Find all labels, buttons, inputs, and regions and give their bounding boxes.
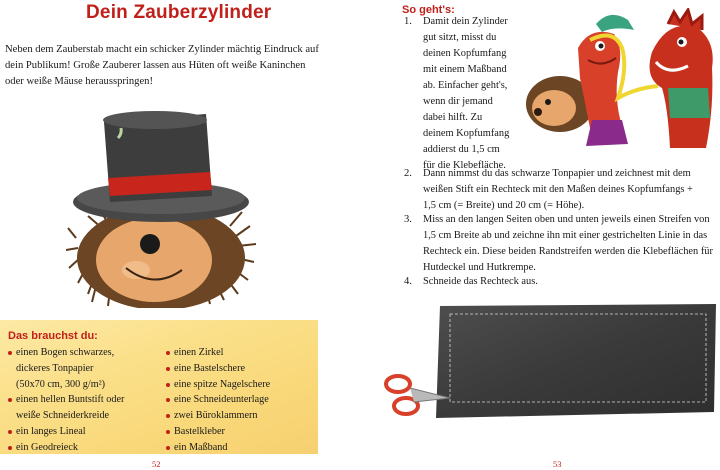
paper-scissors-icon bbox=[380, 300, 720, 425]
step-3-text bbox=[423, 212, 713, 276]
step-line: deinen Kopfumfang bbox=[423, 48, 507, 59]
list-item: dickeres Tonpapier bbox=[16, 362, 94, 374]
step-line: addierst du 1,5 cm bbox=[423, 144, 500, 155]
step-line: dabei hilft. Zu bbox=[423, 112, 483, 123]
hedgehog-top-hat-icon bbox=[66, 108, 266, 308]
list-item: Bastelkleber bbox=[166, 424, 316, 440]
step-2-text bbox=[423, 166, 713, 214]
step-line: für die Klebefläche. bbox=[423, 160, 506, 171]
list-item: ein Geodreieck bbox=[8, 440, 158, 456]
page-number-left: 52 bbox=[152, 459, 161, 469]
step-line: Rechteck ein. Diese beiden Randstreifen werden die Klebeflächen für bbox=[423, 246, 713, 257]
step-line: Hutdeckel und Hutkrempe. bbox=[423, 262, 536, 273]
hedgehog-top-hat-illustration bbox=[66, 108, 266, 308]
steps-title: So geht's: bbox=[402, 4, 455, 16]
list-item: eine Bastelschere bbox=[166, 361, 316, 377]
step-line: Dann nimmst du das schwarze Tonpapier und zeichnest mit dem bbox=[423, 168, 691, 179]
list-item: weiße Schneiderkreide bbox=[16, 410, 110, 422]
list-item: eine Schneideunterlage bbox=[166, 392, 316, 408]
step-line: mit einem Maßband bbox=[423, 64, 507, 75]
page-number-right: 53 bbox=[553, 459, 562, 469]
page-title: Dein Zauberzylinder bbox=[86, 2, 272, 23]
step-line: Schneide das Rechteck aus. bbox=[423, 276, 538, 287]
step-line: weißen Stift ein Rechteck mit den Maßen deines Kopfumfangs + bbox=[423, 184, 693, 195]
step-number: 3. bbox=[404, 214, 412, 225]
characters-measuring-illustration bbox=[518, 8, 718, 158]
paper-scissors-illustration bbox=[380, 300, 720, 425]
measuring-characters-icon bbox=[518, 8, 718, 158]
right-page bbox=[360, 0, 720, 470]
list-item: ein Maßband bbox=[166, 440, 316, 456]
intro-line: Neben dem Zauberstab macht ein schicker Zylinder mächtig Eindruck auf bbox=[5, 44, 319, 55]
intro-line: dein Publikum! Große Zauberer lassen aus Hüten oft weiße Kaninchen bbox=[5, 60, 306, 71]
list-item: einen Bogen schwarzes, bbox=[8, 345, 158, 361]
step-line: deinem Kopfumfang bbox=[423, 128, 510, 139]
step-line: wenn dir jemand bbox=[423, 96, 493, 107]
list-item: ein langes Lineal bbox=[8, 424, 158, 440]
step-line: ab. Einfacher geht's, bbox=[423, 80, 508, 91]
step-line: Miss an den langen Seiten oben und unten jeweils einen Streifen von bbox=[423, 214, 710, 225]
step-number: 4. bbox=[404, 276, 412, 287]
intro-paragraph bbox=[5, 42, 345, 90]
materials-box bbox=[0, 320, 318, 454]
step-line: Damit dein Zylinder bbox=[423, 16, 508, 27]
step-4-text bbox=[423, 274, 713, 290]
materials-list-left bbox=[8, 345, 158, 456]
list-item: einen hellen Buntstift oder bbox=[8, 392, 158, 408]
list-item: zwei Büroklammern bbox=[166, 408, 316, 424]
intro-line: oder weiße Mäuse herausspringen! bbox=[5, 76, 153, 87]
step-line: 1,5 cm Breite ab und zeichne ihn mit einer gestrichelten Linie in das bbox=[423, 230, 708, 241]
step-number: 1. bbox=[404, 16, 412, 27]
list-item: einen Zirkel bbox=[166, 345, 316, 361]
materials-title: Das brauchst du: bbox=[8, 330, 98, 342]
list-item: (50x70 cm, 300 g/m²) bbox=[16, 378, 106, 390]
step-line: gut sitzt, misst du bbox=[423, 32, 497, 43]
step-line: 1,5 cm (= Breite) und 20 cm (= Höhe). bbox=[423, 200, 585, 211]
step-1-text bbox=[423, 14, 523, 174]
step-number: 2. bbox=[404, 168, 412, 179]
list-item: eine spitze Nagelschere bbox=[166, 377, 316, 393]
materials-list-right bbox=[166, 345, 316, 456]
